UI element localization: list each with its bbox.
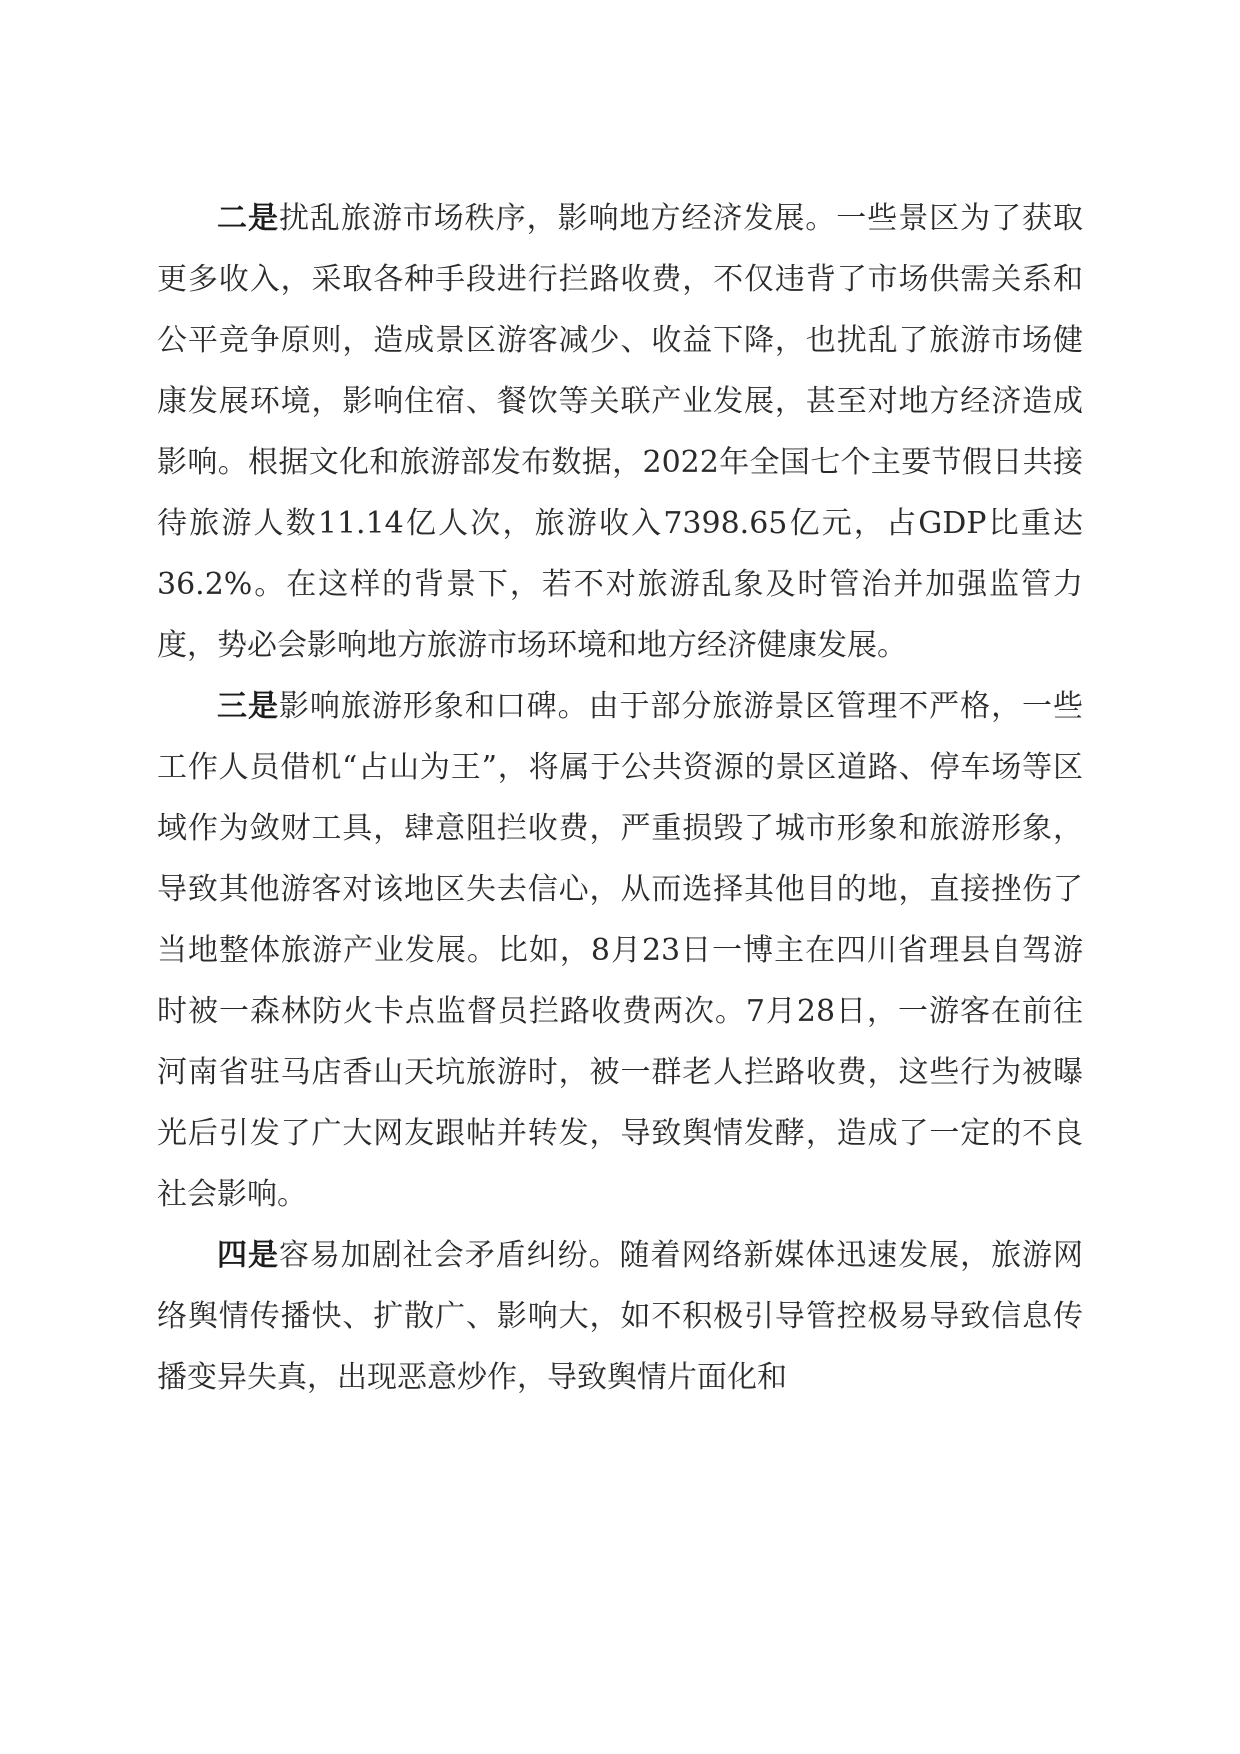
paragraph-lead: 二是 (217, 201, 279, 236)
paragraph-3 (157, 676, 1083, 1225)
paragraph-2 (157, 188, 1083, 676)
paragraph-text: 容易加剧社会矛盾纠纷。随着网络新媒体迅速发展，旅游网络舆情传播快、扩散广、影响大，如不积极引导管控极易导致信息传播变异失真，出现恶意炒作，导致舆情片面化和 (157, 1238, 1084, 1395)
paragraph-text: 扰乱旅游市场秩序，影响地方经济发展。一些景区为了获取更多收入，采取各种手段进行拦路收费，不仅违背了市场供需关系和公平竞争原则，造成景区游客减少、收益下降，也扰乱了旅游市场健康发展环境，影响住宿、餐饮等关联产业发展，甚至对地方经济造成影响。根据文化和旅游部发布数据，2022年全国七个主要节假日共接待旅游人数11.14亿人次，旅游收入7398.65亿元，占GDP比重达36.2%。在这样的背景下，若不对旅游乱象及时管治并加强监管力度，势必会影响地方旅游市场环境和地方经济健康发展。 (157, 201, 1084, 663)
paragraph-lead: 三是 (217, 689, 279, 724)
document-body (157, 188, 1083, 1408)
paragraph-4 (157, 1225, 1083, 1408)
paragraph-lead: 四是 (217, 1238, 279, 1273)
paragraph-text: 影响旅游形象和口碑。由于部分旅游景区管理不严格，一些工作人员借机“占山为王”，将属于公共资源的景区道路、停车场等区域作为敛财工具，肆意阻拦收费，严重损毁了城市形象和旅游形象，导致其他游客对该地区失去信心，从而选择其他目的地，直接挫伤了当地整体旅游产业发展。比如，8月23日一博主在四川省理县自驾游时被一森林防火卡点监督员拦路收费两次。7月28日，一游客在前往河南省驻马店香山天坑旅游时，被一群老人拦路收费，这些行为被曝光后引发了广大网友跟帖并转发，导致舆情发酵，造成了一定的不良社会影响。 (157, 689, 1084, 1212)
